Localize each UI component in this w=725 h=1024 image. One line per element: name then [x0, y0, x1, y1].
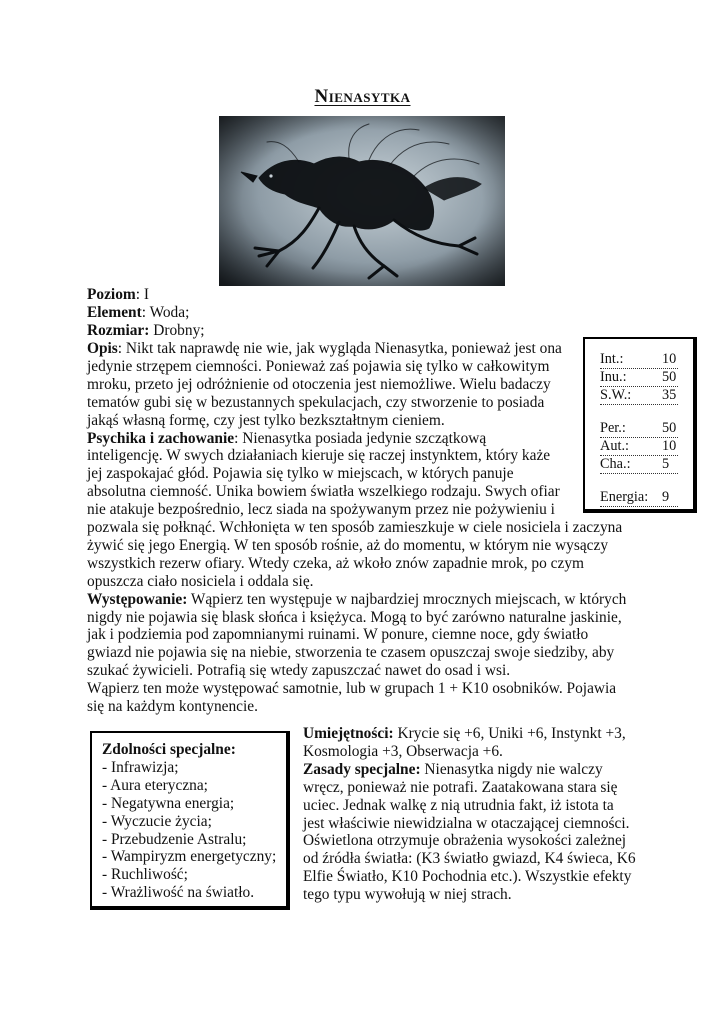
ability-item: - Przebudzenie Astralu;: [102, 830, 247, 848]
opis-line: mroku, przeto jej odróżnienie od otoczenia jest niemożliwe. Wielu badaczy: [87, 375, 551, 393]
psych-line: pozwala się połknąć. Wchłonięta w ten sposób zamieszkuje w ciele nosiciela i zaczyna: [87, 519, 623, 536]
element-line: [87, 304, 189, 322]
special-abilities-heading: Zdolności specjalne:: [102, 741, 236, 758]
psych-label: Psychika i zachowanie: [87, 429, 235, 447]
level-value: : I: [135, 286, 149, 303]
ability-item: - Wyczucie życia;: [102, 812, 212, 830]
size-value: Drobny;: [149, 322, 205, 339]
skills-and-rules: [303, 725, 638, 904]
rules-line: wręcz, ponieważ nie potrafi. Zaatakowana stara się: [303, 778, 618, 796]
element-label: Element: [87, 304, 142, 321]
description-continued: [87, 519, 639, 716]
rules-line: Oświetlona otrzymuje obrażenia wysokości zależnej: [303, 832, 627, 850]
size-label: Rozmiar:: [87, 322, 150, 339]
element-value: : Woda;: [141, 304, 190, 321]
rules-line: Elfie Światło, K10 Pochodnia etc.). Wszystkie efekty: [303, 868, 632, 886]
ability-item: - Ruchliwość;: [102, 866, 188, 884]
rules-line: Nienasytka nigdy nie walczy: [420, 760, 603, 778]
stat-inu: Inu.: 50: [600, 369, 677, 385]
occurrence-line: jak i podziemia pod zapomnianymi ruinami. W ponure, ciemne noce, gdy światło: [87, 626, 589, 644]
stat-int: Int.: 10: [600, 351, 677, 367]
ability-item: - Negatywna energia;: [102, 794, 235, 812]
psych-line: absolutna ciemność. Unika bowiem światła wszelkiego rodzaju. Swych ofiar: [87, 483, 560, 501]
opis-label: Opis: [87, 340, 118, 357]
opis-line: jedynie strzępem ciemności. Ponieważ zaś pojawia się tylko w całkowitym: [87, 357, 550, 375]
skills-label: Umiejętności:: [303, 725, 394, 742]
psych-line: wszystkich rezerw ofiary. Wtedy czeka, aż wkoło znów zapadnie mrok, po czym: [87, 554, 585, 572]
occurrence-line: gwiazd nie pojawia się na niebie, stworzenia te czasem opuszczaj swoje siedziby, aby: [87, 644, 615, 662]
occurrence-label: Występowanie:: [87, 590, 188, 608]
ability-item: - Wrażliwość na światło.: [102, 884, 255, 902]
stat-energia: Energia: 9: [600, 489, 678, 507]
psych-line: żywić się jego Energią. W ten sposób rośnie, aż do momentu, w którym nie wysączy: [87, 536, 609, 554]
page-title: Nienasytka: [314, 86, 411, 107]
rules-line: uciec. Jednak walkę z nią utrudnia fakt, iż istota ta: [303, 796, 614, 814]
occurrence-line: nigdy nie pojawia się blask słońca i księżyca. Mogą to być zarówno naturalne jaskinie,: [87, 608, 622, 626]
stat-cha: Cha.: 5: [600, 456, 678, 474]
rules-line: od źródła światła: (K3 światło gwiazd, K4 świeca, K6: [303, 850, 636, 868]
occurrence-line: się na każdym kontynencie.: [87, 698, 258, 716]
special-abilities-box: [90, 731, 290, 910]
creature-illustration: [219, 116, 505, 286]
size-line: [87, 322, 205, 340]
ability-item: - Infrawizja;: [102, 758, 179, 776]
psych-line: : Nienasytka posiada jedynie szczątkową: [234, 429, 487, 447]
occurrence-line: Wąpierz ten występuje w najbardziej mrocznych miejscach, w których: [187, 590, 627, 608]
stat-aut: Aut.: 10: [600, 438, 677, 454]
rules-line: jest właściwie niewidzialna w otaczającej ciemności.: [303, 814, 630, 832]
stat-per: Per.: 50: [600, 420, 677, 436]
level-label: Poziom: [87, 286, 136, 303]
stat-sw: S.W.: 35: [600, 387, 677, 403]
stat-box: [583, 337, 697, 513]
opis-line: tematów gubi się w bezustannych spekulacjach, czy stworzenie to posiada: [87, 393, 545, 411]
shadow-creature-illustration-icon: [219, 116, 505, 286]
psych-line: inteligencję. W swych działaniach kieruje się raczej instynktem, który każe: [87, 447, 551, 465]
rules-label: Zasady specjalne:: [303, 760, 421, 778]
description-opis: [87, 340, 572, 519]
skills-line: Kosmologia +3, Obserwacja +6.: [303, 742, 503, 760]
skills-line: Krycie się +6, Uniki +6, Instynkt +3,: [393, 725, 626, 742]
opis-line: jakąś własną formę, czy jest tylko bezkształtnym cieniem.: [87, 411, 445, 429]
psych-line: jej zaspokajać głód. Pojawia się tylko w miejscach, w których panuje: [87, 465, 514, 483]
rules-line: tego typu wywołują w niej strach.: [303, 886, 512, 904]
psych-line: opuszcza ciało nosiciela i oddala się.: [87, 572, 314, 590]
level-line: [87, 286, 149, 304]
ability-item: - Wampiryzm energetyczny;: [102, 848, 277, 866]
occurrence-line: szukać żywicieli. Potrafią się wtedy zapuszczać nawet do osad i wsi.: [87, 662, 511, 680]
opis-line: : Nikt tak naprawdę nie wie, jak wygląda Nienasytka, ponieważ jest ona: [117, 340, 562, 357]
occurrence-line: Wąpierz ten może występować samotnie, lub w grupach 1 + K10 osobników. Pojawia: [87, 680, 617, 698]
psych-line: nie atakuje bezpośrednio, lecz siada na spożywanym przez nie pożywieniu i: [87, 501, 555, 519]
ability-item: - Aura eteryczna;: [102, 776, 208, 794]
